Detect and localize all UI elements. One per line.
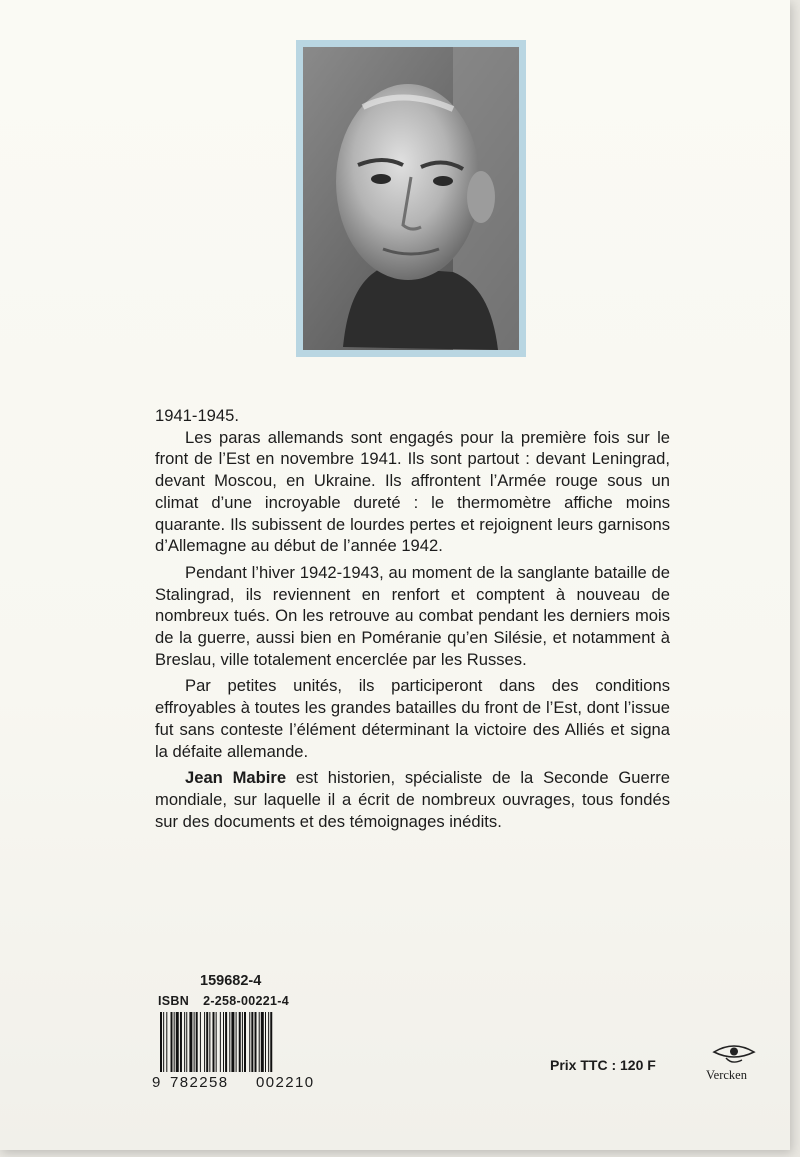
barcode-bar [200, 1012, 201, 1072]
barcode-bar [206, 1012, 208, 1072]
barcode-right-digits: 002210 [256, 1074, 315, 1091]
barcode-bar [268, 1012, 269, 1072]
barcode-bar [171, 1012, 173, 1072]
catalog-number: 159682-4 [200, 973, 262, 989]
blurb-text [155, 405, 670, 837]
barcode-bar [223, 1012, 224, 1072]
barcode-bar [194, 1012, 195, 1072]
isbn-line [158, 994, 289, 1008]
barcode-bar [225, 1012, 227, 1072]
barcode-bar [251, 1012, 253, 1072]
blurb-paragraph-2: Pendant l’hiver 1942-1943, au moment de la sanglante bataille de Stalingrad, ils reviennent en renfort et comptent à nouveau de nombreux tués. On les retrouve au combat pendant les derniers mois de la guerre, aussi bien en Poméranie qu’en Silésie, et notamment à Breslau, ville totalement encerclée par les Russes. [155, 562, 670, 669]
author-photo [303, 47, 519, 350]
barcode-bar [160, 1012, 162, 1072]
author-name: Jean Mabire [185, 768, 287, 788]
publisher-name: Vercken [706, 1068, 747, 1082]
barcode-bar [265, 1012, 266, 1072]
barcode [158, 1012, 348, 1072]
barcode-bar [209, 1012, 210, 1072]
barcode-bar [220, 1012, 221, 1072]
barcode-bar [239, 1012, 241, 1072]
barcode-bar [249, 1012, 250, 1072]
barcode-bars [158, 1012, 348, 1072]
barcode-bar [213, 1012, 215, 1072]
barcode-bar [270, 1012, 272, 1072]
barcode-bar [259, 1012, 260, 1072]
barcode-bar [244, 1012, 246, 1072]
barcode-bar [196, 1012, 198, 1072]
barcode-bar [231, 1012, 234, 1072]
blurb-paragraph-3: Par petites unités, ils participeront dans des conditions effroyables à toutes les grandes batailles du front de l’Est, dont l’issue fut sans conteste l’élément déterminant la victoire des Alliés et signa la défaite allemande. [155, 676, 670, 761]
barcode-bar [242, 1012, 243, 1072]
barcode-digits [152, 1074, 352, 1091]
barcode-bar [163, 1012, 164, 1072]
author-bio-text: est historien, spécialiste de la Seconde Guerre mondiale, sur laquelle il a écrit de nombreux ouvrages, tous fondés sur des documents et des témoignages inédits. [155, 768, 670, 831]
barcode-bar [204, 1012, 205, 1072]
barcode-bar [255, 1012, 257, 1072]
barcode-lead-digit: 9 [152, 1074, 162, 1091]
barcode-bar [189, 1012, 192, 1072]
barcode-bar [216, 1012, 217, 1072]
blurb-intro: 1941-1945. [155, 406, 239, 425]
barcode-bar [236, 1012, 237, 1072]
eye-logo-icon [712, 1042, 756, 1066]
barcode-bar [166, 1012, 167, 1072]
barcode-bar [261, 1012, 264, 1072]
barcode-left-digits: 782258 [170, 1074, 229, 1091]
barcode-bar [229, 1012, 230, 1072]
barcode-bar [174, 1012, 175, 1072]
isbn-label: ISBN [158, 994, 190, 1008]
author-photo-frame [296, 40, 526, 357]
barcode-bar [186, 1012, 187, 1072]
barcode-bar [184, 1012, 185, 1072]
barcode-bar [176, 1012, 179, 1072]
price-label: Prix TTC : 120 F [550, 1057, 656, 1073]
blurb-paragraph-1: Les paras allemands sont engagés pour la première fois sur le front de l’Est en novembre 1941. Ils sont partout : devant Leningrad, devant Moscou, en Ukraine. Ils affrontent l’Armée rouge sous un climat d’une incroyable dureté : le thermomètre affiche moins quarante. Ils subissent de lourdes pertes et rejoignent leurs garnisons d’Allemagne au début de l’année 1942. [155, 427, 670, 556]
isbn-value: 2-258-00221-4 [203, 994, 289, 1008]
author-bio [155, 767, 670, 832]
author-portrait-image [303, 47, 519, 350]
barcode-bar [180, 1012, 182, 1072]
